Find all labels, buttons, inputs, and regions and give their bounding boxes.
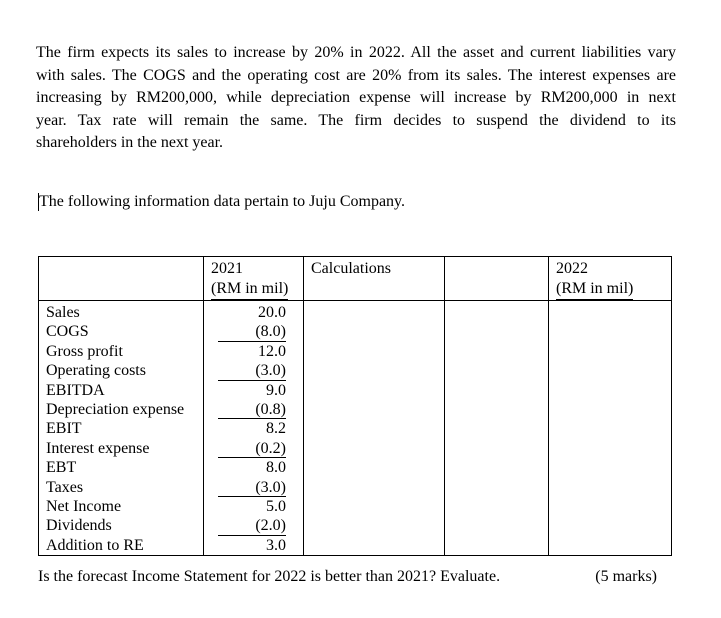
row-value-2021 [218,322,286,341]
row-label: Gross profit [46,342,123,360]
calculations-label: Calculations [311,260,391,277]
unit-2021-label: (RM in mil) [211,279,288,300]
intro-line: year. Tax rate will remain the same. The firm decides to suspend the dividend to its [36,111,676,129]
value-text: (0.2) [255,439,286,457]
value-text: 5.0 [266,497,286,515]
value-text: 20.0 [258,304,286,321]
row-value-2021 [218,381,286,400]
header-cell-2021[interactable] [204,257,304,301]
value-text: (3.0) [255,478,286,496]
value-text: (0.8) [255,400,286,418]
row-value-2021 [218,400,286,419]
calculations-cell[interactable] [304,301,445,556]
blank-cell[interactable] [445,301,549,556]
row-label: COGS [46,323,89,341]
intro-line: shareholders in the next year. [36,134,224,152]
intro-line: increasing by RM200,000, while depreciation expense will increase by RM200,000 in next [36,89,676,107]
year-2022-label: 2022 [556,260,588,277]
unit-2022-label: (RM in mil) [556,279,633,300]
row-value-2021 [218,439,286,458]
value-text: (3.0) [255,362,286,380]
value-text: 3.0 [266,536,286,554]
year-2021-label: 2021 [211,260,243,277]
values-2021-cell[interactable] [204,301,304,556]
header-cell-label[interactable] [39,257,204,301]
row-value-2021 [218,516,286,535]
row-value-2021 [218,361,286,380]
income-statement-table [38,256,672,556]
value-text: (8.0) [255,323,286,341]
value-text: 12.0 [258,342,286,360]
row-value-2021 [218,419,286,438]
table-body-row [39,301,672,556]
intro-line: with sales. The COGS and the operating cost are 20% from its sales. The interest expenses are [36,66,676,84]
table-header-row [39,257,672,301]
value-text: 8.2 [266,420,286,438]
row-value-2021 [218,478,286,497]
value-text: 9.0 [266,381,286,399]
row-value-2021 [218,458,286,477]
value-text: 8.0 [266,459,286,477]
question-text: Is the forecast Income Statement for 2022 is better than 2021? Evaluate. [38,568,501,585]
row-value-2021 [218,497,286,516]
row-label: Dividends [46,517,112,535]
values-2022-cell[interactable] [549,301,672,556]
row-value-2021 [218,342,286,361]
row-value-2021 [218,303,286,322]
row-label: Operating costs [46,362,146,380]
row-label: EBITDA [46,381,105,399]
row-label: Taxes [46,478,84,496]
value-text: (2.0) [255,517,286,535]
row-label: EBIT [46,420,82,438]
row-value-2021 [218,536,286,555]
row-label: Addition to RE [46,536,144,554]
row-label: Sales [46,304,80,321]
row-label: EBT [46,459,77,477]
header-cell-2022[interactable] [549,257,672,301]
row-label: Depreciation expense [46,401,185,419]
intro-paragraph [36,42,676,155]
lead-text: The following information data pertain to Juju Company. [39,193,405,210]
labels-cell[interactable] [39,301,204,556]
intro-line: The firm expects its sales to increase by 20% in 2022. All the asset and current liabilities vary [36,44,676,61]
header-cell-calculations[interactable] [304,257,445,301]
row-label: Interest expense [46,439,150,457]
marks-label: (5 marks) [595,568,657,585]
row-label: Net Income [46,498,122,516]
header-cell-blank[interactable] [445,257,549,301]
